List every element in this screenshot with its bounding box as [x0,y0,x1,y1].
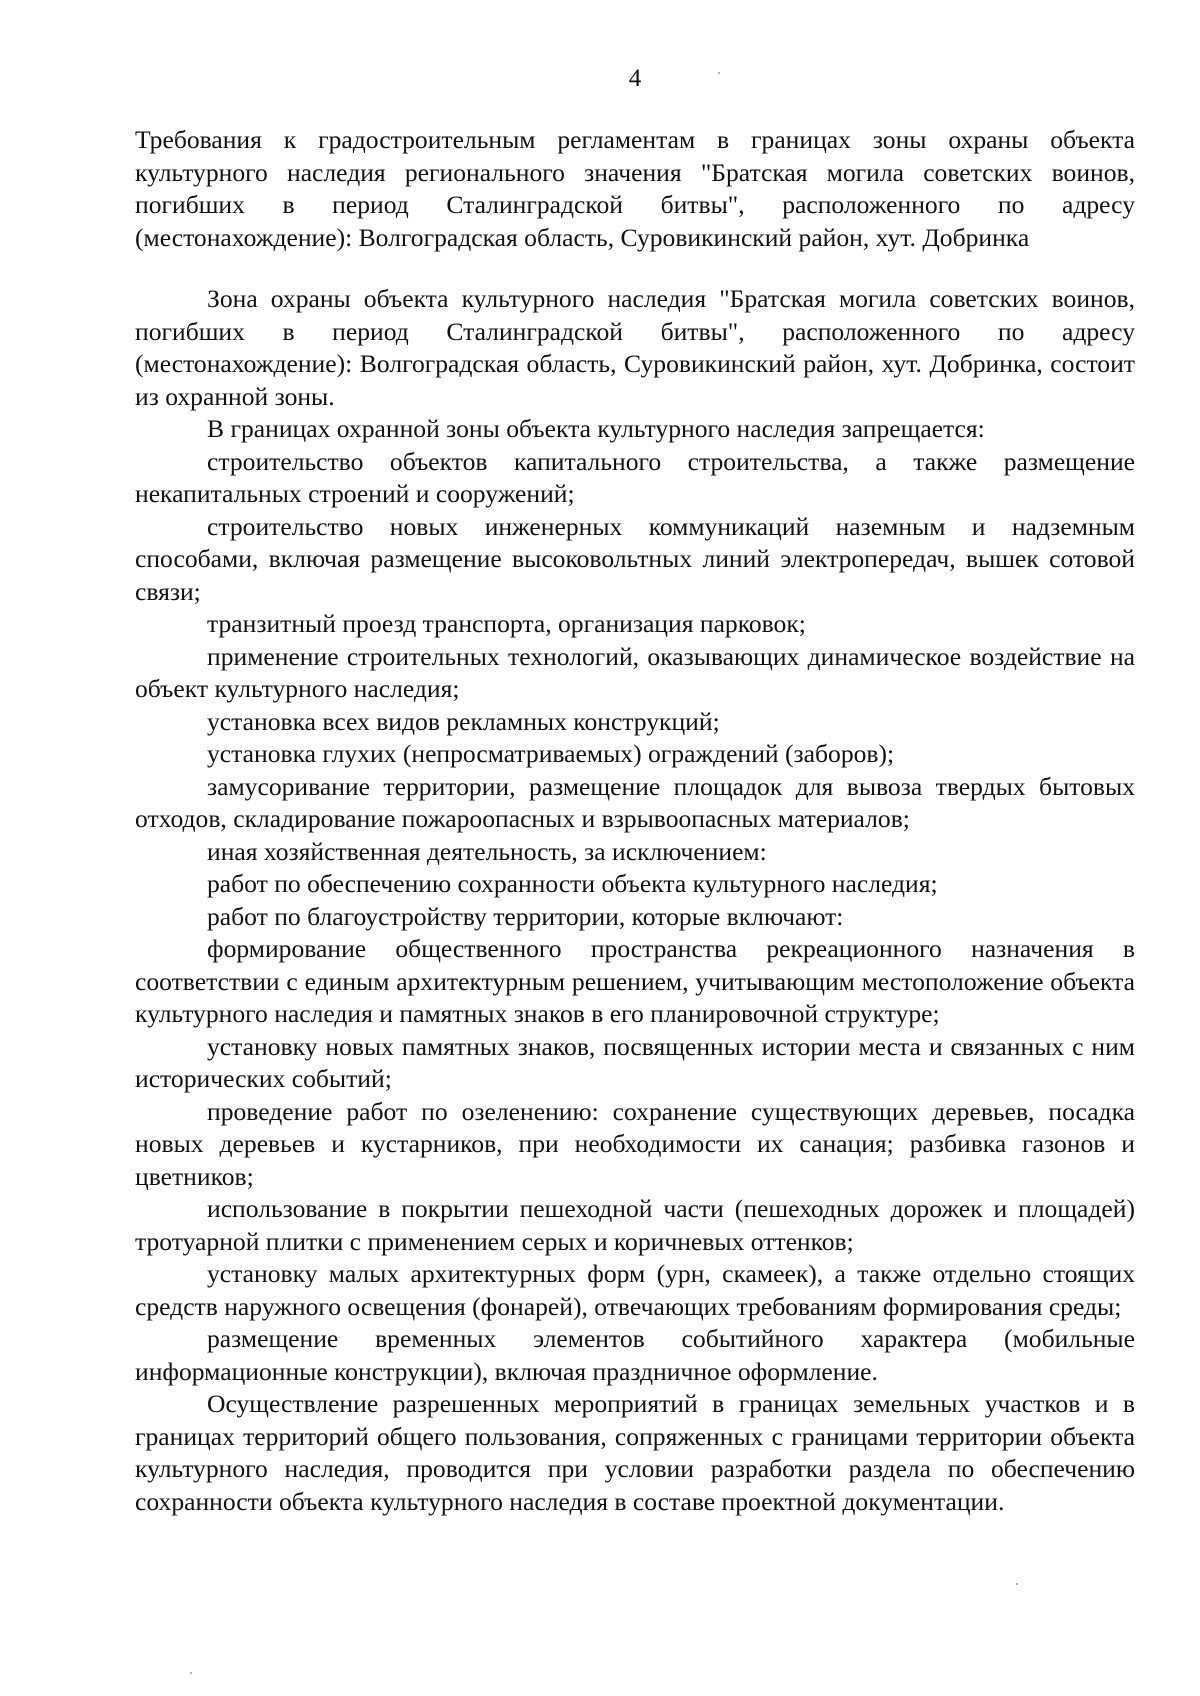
list-item: работ по благоустройству территории, которые включают: [207,901,844,931]
list-item: формирование общественного пространства рекреационного назначения в соответствии с единым архитектурным решением, учитывающим местоположение объекта культурного наследия и памятных знаков в его планировочной структуре; [135,934,1135,1028]
scan-speck [718,72,720,74]
scan-speck [190,1672,192,1674]
list-item: использование в покрытии пешеходной части (пешеходных дорожек и площадей) тротуарной плитки с применением серых и коричневых оттенков; [135,1194,1135,1256]
paragraph-zone-composition: Зона охраны объекта культурного наследия "Братская могила советских воинов, погибших в период Сталинградской битвы", расположенного по адресу (местонахождение): Волгоградская область, Суровикинский район, хут. Добринка, состоит из охранной зоны. [135,284,1135,411]
list-item: размещение временных элементов событийного характера (мобильные информационные конструкции), включая праздничное оформление. [135,1324,1135,1386]
list-item: строительство объектов капитального строительства, а также размещение некапитальных строений и сооружений; [135,446,1135,508]
list-item: замусоривание территории, размещение площадок для вывоза твердых бытовых отходов, складирование пожароопасных и взрывоопасных материалов; [135,771,1135,833]
list-item: установка всех видов рекламных конструкций; [207,706,720,736]
list-item: применение строительных технологий, оказывающих динамическое воздействие на объект культурного наследия; [135,641,1135,703]
list-item: установку новых памятных знаков, посвященных истории места и связанных с ним исторических событий; [135,1031,1135,1093]
list-item: установка глухих (непросматриваемых) ограждений (заборов); [207,739,895,768]
paragraph-permitted-activities: Осуществление разрешенных мероприятий в границах земельных участков и в границах территорий общего пользования, сопряженных с границами территории объекта культурного наследия, проводится при условии разработки раздела по обеспечению сохранности объекта культурного наследия в составе проектной документации. [135,1389,1135,1516]
heading-spacer [135,254,1135,283]
list-item: проведение работ по озеленению: сохранение существующих деревьев, посадка новых деревьев и кустарников, при необходимости их санация; разбивка газонов и цветников; [135,1096,1135,1191]
list-item: работ по обеспечению сохранности объекта культурного наследия; [207,869,938,898]
page-number: 4 [628,65,642,92]
list-item: строительство новых инженерных коммуникаций наземным и надземным способами, включая размещение высоковольтных линий электропередач, вышек сотовой связи; [135,511,1135,606]
list-item: транзитный проезд транспорта, организация парковок; [207,609,806,638]
list-item: иная хозяйственная деятельность, за исключением: [207,836,767,866]
list-item: установку малых архитектурных форм (урн, скамеек), а также отдельно стоящих средств наружного освещения (фонарей), отвечающих требованиям формирования среды; [135,1259,1135,1321]
paragraph-prohibitions-intro: В границах охранной зоны объекта культурного наследия запрещается: [207,414,985,443]
section-heading: Требования к градостроительным регламентам в границах зоны охраны объекта культурного наследия регионального значения "Братская могила советских воинов, погибших в период Сталинградской битвы", расположенного по адресу (местонахождение): Волгоградская область, Суровикинский район, хут. Добринка [135,125,1135,252]
scan-speck [1016,1583,1018,1585]
document-body [135,124,1135,1518]
